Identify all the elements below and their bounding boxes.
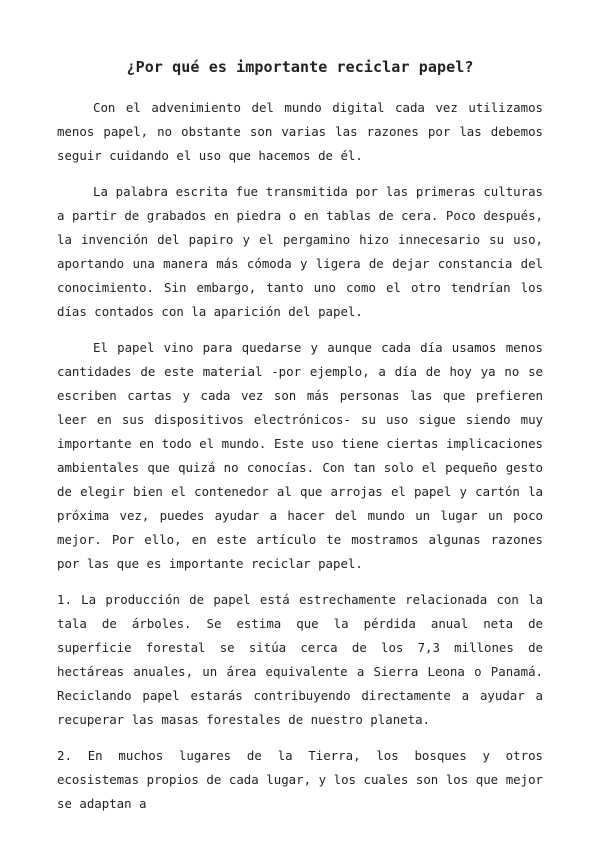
list-item-reason-2: 2. En muchos lugares de la Tierra, los bosques y otros ecosistemas propios de cada lugar, y los cuales son los que mejor se adaptan a bbox=[57, 748, 543, 811]
paragraph-paper-use: El papel vino para quedarse y aunque cada día usamos menos cantidades de este material -por ejemplo, a día de hoy ya no se escriben cartas y cada vez son más personas las que prefieren leer en sus dispositivos electrónicos- su uso sigue siendo muy importante en todo el mundo. Este uso tiene ciertas implicaciones ambientales que quizá no conocías. Con tan solo el pequeño gesto de elegir bien el contenedor al que arrojas el papel y cartón la próxima vez, puedes ayudar a hacer del mundo un lugar un poco mejor. Por ello, en este artículo te mostramos algunas razones por las que es importante reciclar papel. bbox=[57, 340, 543, 571]
document-body bbox=[57, 96, 543, 828]
page-title: ¿Por qué es importante reciclar papel? bbox=[126, 58, 474, 76]
paragraph-intro: Con el advenimiento del mundo digital cada vez utilizamos menos papel, no obstante son varias las razones por las debemos seguir cuidando el uso que hacemos de él. bbox=[57, 100, 543, 163]
list-item-reason-1: 1. La producción de papel está estrechamente relacionada con la tala de árboles. Se estima que la pérdida anual neta de superficie forestal se sitúa cerca de los 7,3 millones de hectáreas anuales, un área equivalente a Sierra Leona o Panamá. Reciclando papel estarás contribuyendo directamente a ayudar a recuperar las masas forestales de nuestro planeta. bbox=[57, 592, 543, 727]
paragraph-history: La palabra escrita fue transmitida por las primeras culturas a partir de grabados en piedra o en tablas de cera. Poco después, la invención del papiro y el pergamino hizo innecesario su uso, aportando una manera más cómoda y ligera de dejar constancia del conocimiento. Sin embargo, tanto uno como el otro tendrían los días contados con la aparición del papel. bbox=[57, 184, 543, 319]
